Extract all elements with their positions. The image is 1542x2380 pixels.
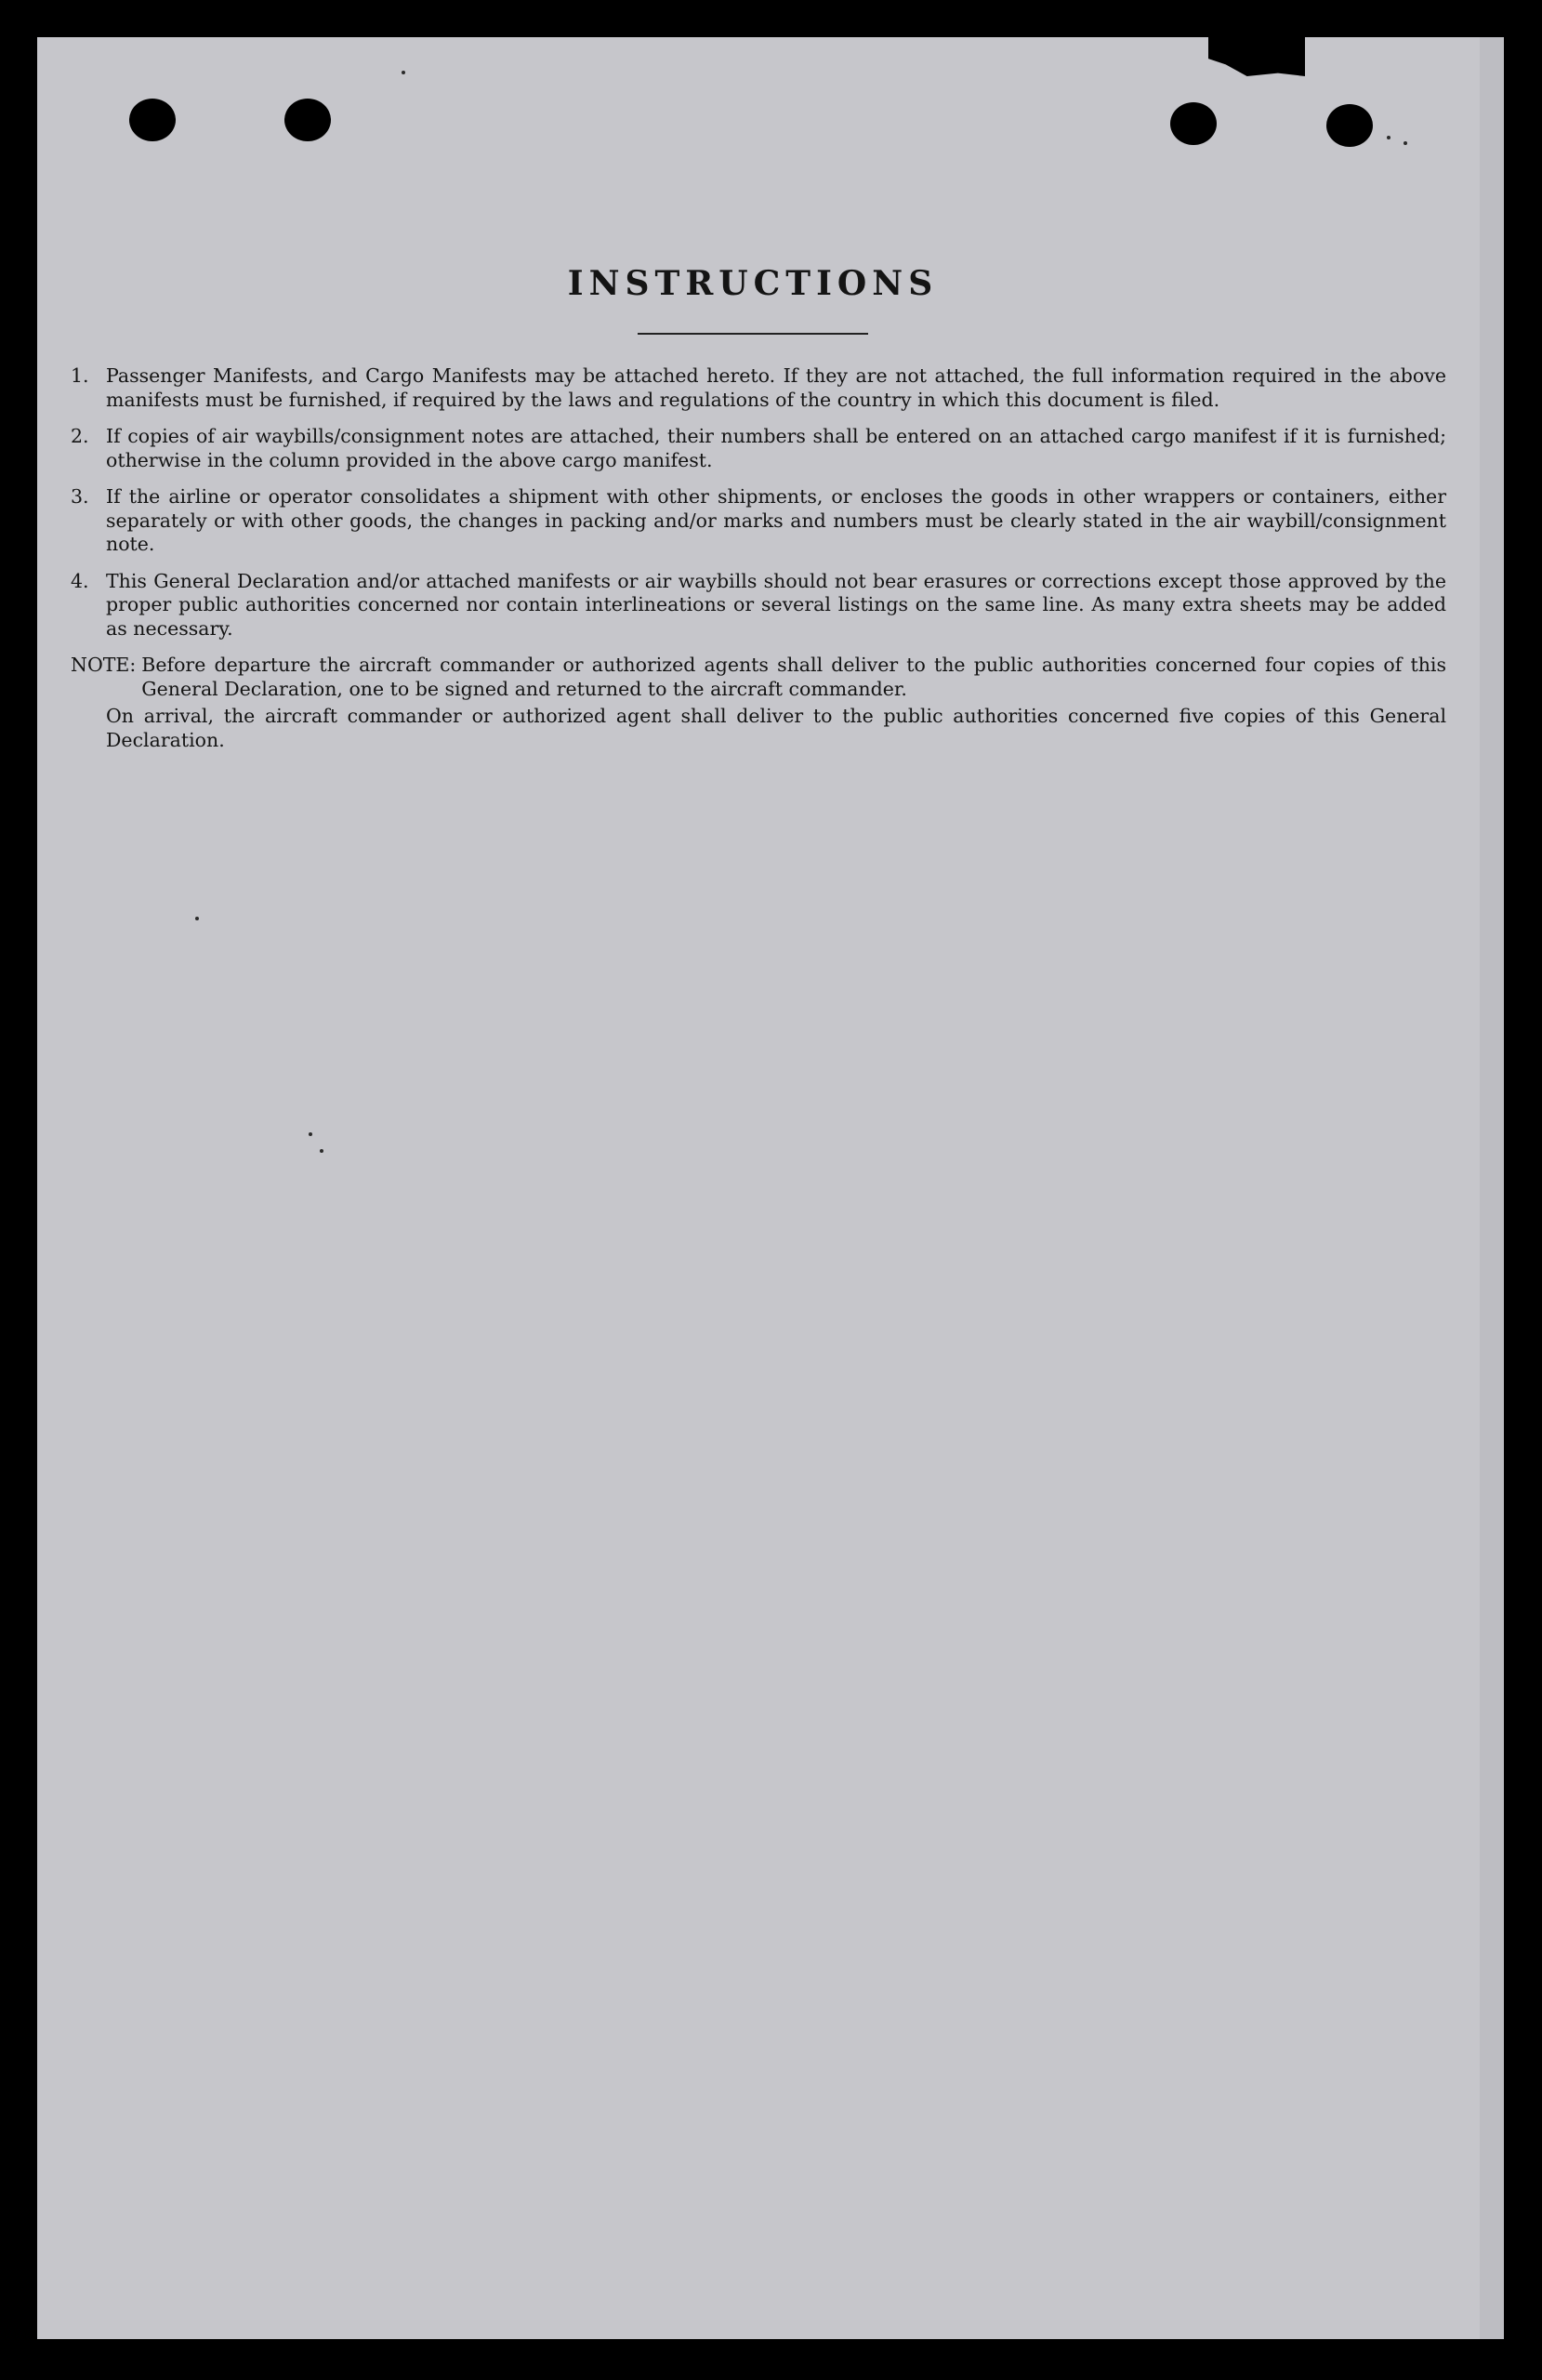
speck [195, 917, 199, 920]
note-departure [71, 654, 1446, 701]
speck [1387, 136, 1390, 139]
list-item [71, 570, 1446, 641]
item-text: This General Declaration and/or attached manifests or air waybills should not bear erasures or corrections except those approved by the proper public authorities concerned nor contain interlineations or several listings on the same line. As many extra sheets may be added as necessary. [106, 569, 1446, 640]
title-underline [638, 333, 868, 335]
note-section [71, 654, 1446, 752]
punch-hole [1326, 104, 1373, 147]
item-number: 1. [71, 364, 89, 387]
sheet-edge [1480, 37, 1504, 2339]
item-number: 2. [71, 425, 89, 447]
punch-hole [284, 99, 331, 141]
punch-hole [1170, 102, 1217, 145]
note-arrival-text: On arrival, the aircraft commander or authorized agent shall deliver to the public authorities concerned five copies of this General Declaration. [106, 705, 1446, 751]
speck [1404, 141, 1407, 145]
list-item [71, 485, 1446, 557]
page-title: INSTRUCTIONS [567, 264, 939, 303]
note-departure-text: Before departure the aircraft commander or authorized agents shall deliver to the public authorities concerned four copies of this General Declaration, one to be signed and returned to the aircraft commander. [141, 654, 1446, 700]
item-number: 3. [71, 485, 89, 508]
instructions-list [71, 364, 1446, 654]
list-item [71, 364, 1446, 412]
speck [320, 1149, 323, 1153]
punch-hole [129, 99, 176, 141]
item-text: If copies of air waybills/consignment notes are attached, their numbers shall be entered on an attached cargo manifest if it is furnished; otherwise in the column provided in the above cargo manifest. [106, 425, 1446, 471]
item-text: If the airline or operator consolidates a shipment with other shipments, or encloses the goods in other wrappers or containers, either separately or with other goods, the changes in packing and/or marks and numbers must be clearly stated in the air waybill/consignment note. [106, 485, 1446, 555]
speck [402, 71, 405, 74]
speck [309, 1132, 312, 1136]
list-item [71, 425, 1446, 472]
item-number: 4. [71, 569, 89, 592]
item-text: Passenger Manifests, and Cargo Manifests may be attached hereto. If they are not attached, the full information required in the above manifests must be furnished, if required by the laws and regulations of the country in which this document is filed. [106, 364, 1446, 411]
note-label: NOTE: [71, 654, 137, 676]
